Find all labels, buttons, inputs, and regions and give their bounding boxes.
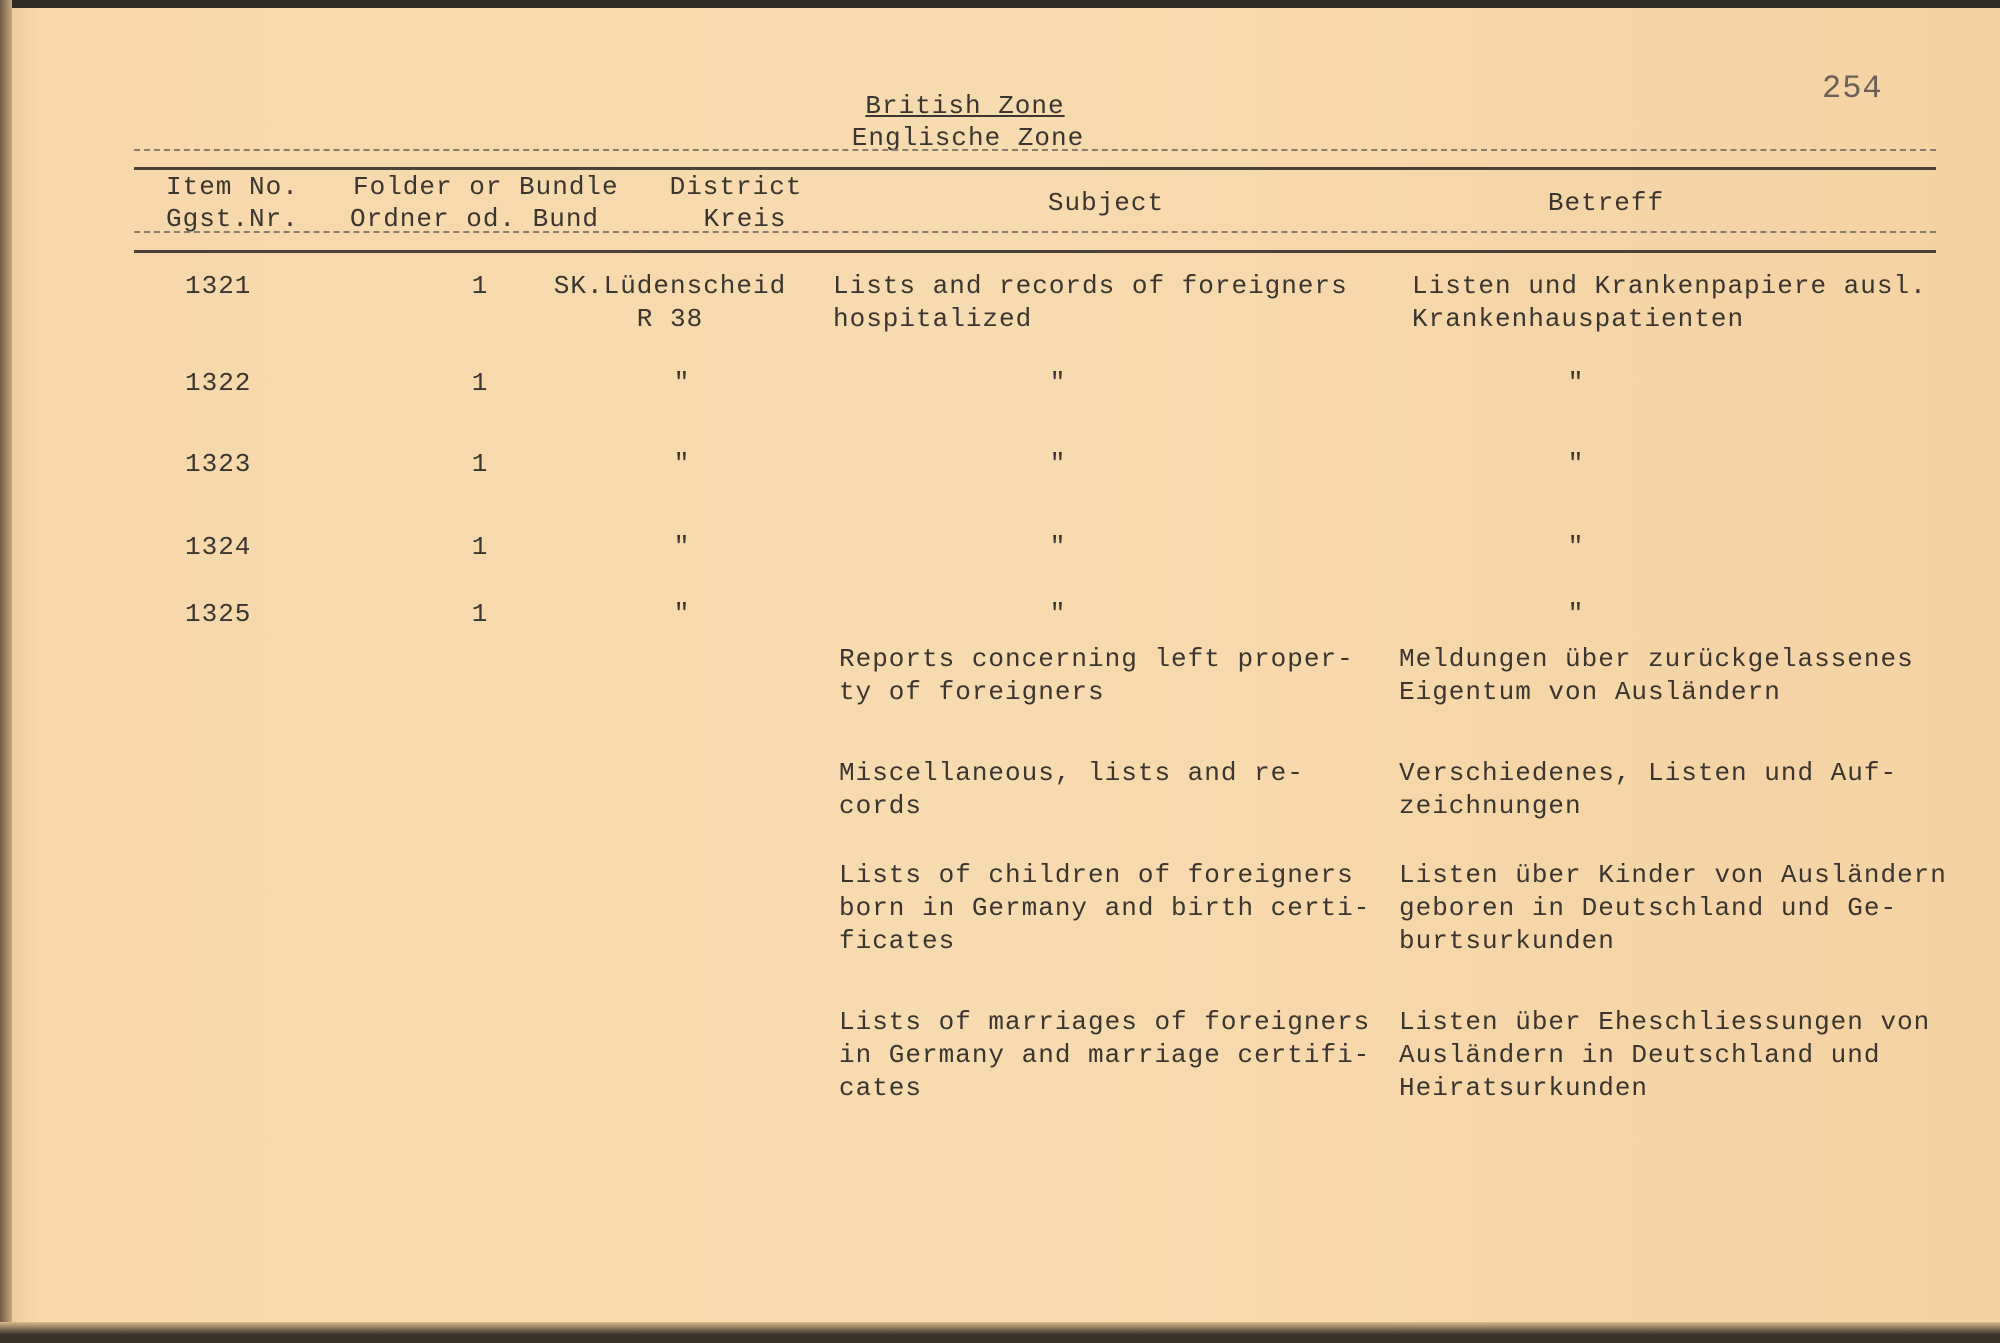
page-number: 254	[1822, 70, 1883, 107]
sub-entry-subject: Reports concerning left proper- ty of foreigners	[839, 644, 1354, 707]
betreff-ditto: "	[1567, 449, 1585, 479]
subject-ditto: "	[1049, 532, 1067, 562]
district: SK.Lüdenscheid R 38	[553, 271, 787, 334]
title-english: British Zone	[865, 91, 1065, 121]
district: "	[673, 368, 691, 398]
item-number: 1325	[185, 599, 252, 629]
scan-top-edge	[0, 0, 2000, 8]
betreff-ditto: "	[1567, 368, 1585, 398]
header-top-rule	[134, 167, 1936, 170]
col-subject: Subject	[1047, 188, 1165, 218]
sub-entry-subject: Lists of marriages of foreigners in Germany and marriage certifi- cates	[839, 1007, 1371, 1103]
betreff-ditto: "	[1567, 599, 1585, 629]
item-number: 1324	[185, 532, 252, 562]
subject-ditto: "	[1049, 599, 1067, 629]
col-folder-de: Ordner od. Bund	[350, 204, 600, 234]
betreff-ditto: "	[1567, 532, 1585, 562]
betreff: Listen und Krankenpapiere ausl. Krankenhauspatienten	[1412, 271, 1927, 334]
col-betreff: Betreff	[1547, 188, 1665, 218]
subject-ditto: "	[1049, 449, 1067, 479]
sub-entry-subject: Miscellaneous, lists and re- cords	[839, 758, 1304, 821]
col-district-de: Kreis	[703, 204, 787, 234]
col-item-de: Ggst.Nr.	[166, 204, 299, 234]
district: "	[673, 532, 691, 562]
sub-entry-betreff: Listen über Eheschliessungen von Ausländern in Deutschland und Heiratsurkunden	[1399, 1007, 1931, 1103]
folder-count: 1	[471, 599, 489, 629]
district: "	[673, 449, 691, 479]
title-german: Englische Zone	[851, 123, 1085, 153]
scan-bottom-edge	[0, 1322, 2000, 1343]
sub-entry-betreff: Verschiedenes, Listen und Auf- zeichnungen	[1399, 758, 1898, 821]
col-item-en: Item No.	[166, 172, 299, 202]
district: "	[673, 599, 691, 629]
folder-count: 1	[471, 368, 489, 398]
sub-entry-betreff: Meldungen über zurückgelassenes Eigentum von Ausländern	[1399, 644, 1914, 707]
sub-entry-betreff: Listen über Kinder von Ausländern geboren in Deutschland und Ge- burtsurkunden	[1399, 860, 1947, 956]
dashed-rule	[134, 149, 1936, 151]
item-number: 1321	[185, 271, 252, 301]
header-bottom-rule	[134, 250, 1936, 253]
item-number: 1322	[185, 368, 252, 398]
header-dashed-rule	[134, 231, 1936, 233]
folder-count: 1	[471, 449, 489, 479]
subject: Lists and records of foreigners hospitalized	[833, 271, 1348, 334]
folder-count: 1	[471, 532, 489, 562]
subject-ditto: "	[1049, 368, 1067, 398]
item-number: 1323	[185, 449, 252, 479]
col-folder-en: Folder or Bundle	[353, 172, 619, 202]
col-district-en: District	[669, 172, 803, 202]
folder-count: 1	[471, 271, 489, 301]
binding-edge	[0, 0, 12, 1343]
sub-entry-subject: Lists of children of foreigners born in Germany and birth certi- ficates	[839, 860, 1371, 956]
